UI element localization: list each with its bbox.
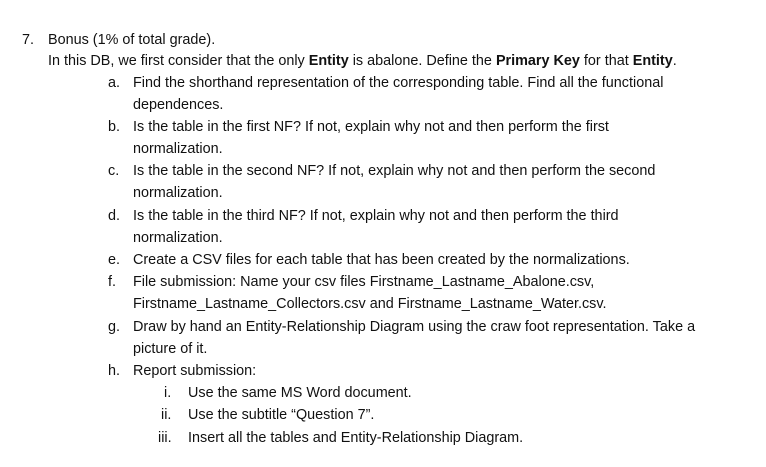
item-e-line-1: Create a CSV files for each table that has been created by the normalizations. — [133, 252, 630, 268]
item-f-label: f. — [108, 274, 116, 290]
intro-text-1: In this DB, we first consider that the only — [48, 53, 309, 69]
subitem-ii-label: ii. — [161, 407, 172, 423]
subitem-i-text: Use the same MS Word document. — [188, 385, 412, 401]
subitem-iii-text: Insert all the tables and Entity-Relationship Diagram. — [188, 430, 524, 446]
item-b-line-1: Is the table in the first NF? If not, explain why not and then perform the first — [133, 119, 609, 135]
question-number: 7. — [22, 32, 35, 48]
subitem-i-label: i. — [164, 385, 172, 401]
subitem-iii-label: iii. — [158, 430, 172, 446]
question-title: Bonus (1% of total grade). — [48, 32, 216, 48]
item-d-label: d. — [108, 208, 121, 224]
question-intro — [48, 51, 677, 71]
item-c-line-2: normalization. — [133, 185, 223, 201]
item-d-line-2: normalization. — [133, 230, 223, 246]
item-d-line-1: Is the table in the third NF? If not, explain why not and then perform the third — [133, 208, 619, 224]
item-g-line-1: Draw by hand an Entity-Relationship Diagram using the craw foot representation. Take a — [133, 319, 696, 335]
item-c-label: c. — [108, 163, 120, 179]
intro-bold-entity: Entity — [308, 53, 349, 69]
item-b-line-2: normalization. — [133, 141, 223, 157]
intro-text-2: is abalone. Define the — [348, 53, 496, 69]
intro-bold-primary-key: Primary Key — [495, 53, 580, 69]
subitem-ii-text: Use the subtitle “Question 7”. — [188, 407, 375, 423]
item-e-label: e. — [108, 252, 121, 268]
item-g-line-2: picture of it. — [133, 341, 208, 357]
item-f-line-1: File submission: Name your csv files Firstname_Lastname_Abalone.csv, — [133, 274, 595, 290]
intro-text-3: for that — [579, 53, 633, 69]
item-f-line-2: Firstname_Lastname_Collectors.csv and Firstname_Lastname_Water.csv. — [133, 296, 607, 312]
item-h-label: h. — [108, 363, 121, 379]
item-a-line-1: Find the shorthand representation of the corresponding table. Find all the functional — [133, 75, 664, 91]
item-a-line-2: dependences. — [133, 97, 224, 113]
item-h-line-1: Report submission: — [133, 363, 257, 379]
intro-text-4: . — [672, 53, 677, 69]
item-b-label: b. — [108, 119, 121, 135]
intro-bold-entity-2: Entity — [632, 53, 673, 69]
item-c-line-1: Is the table in the second NF? If not, explain why not and then perform the second — [133, 163, 656, 179]
item-g-label: g. — [108, 319, 121, 335]
item-a-label: a. — [108, 75, 121, 91]
